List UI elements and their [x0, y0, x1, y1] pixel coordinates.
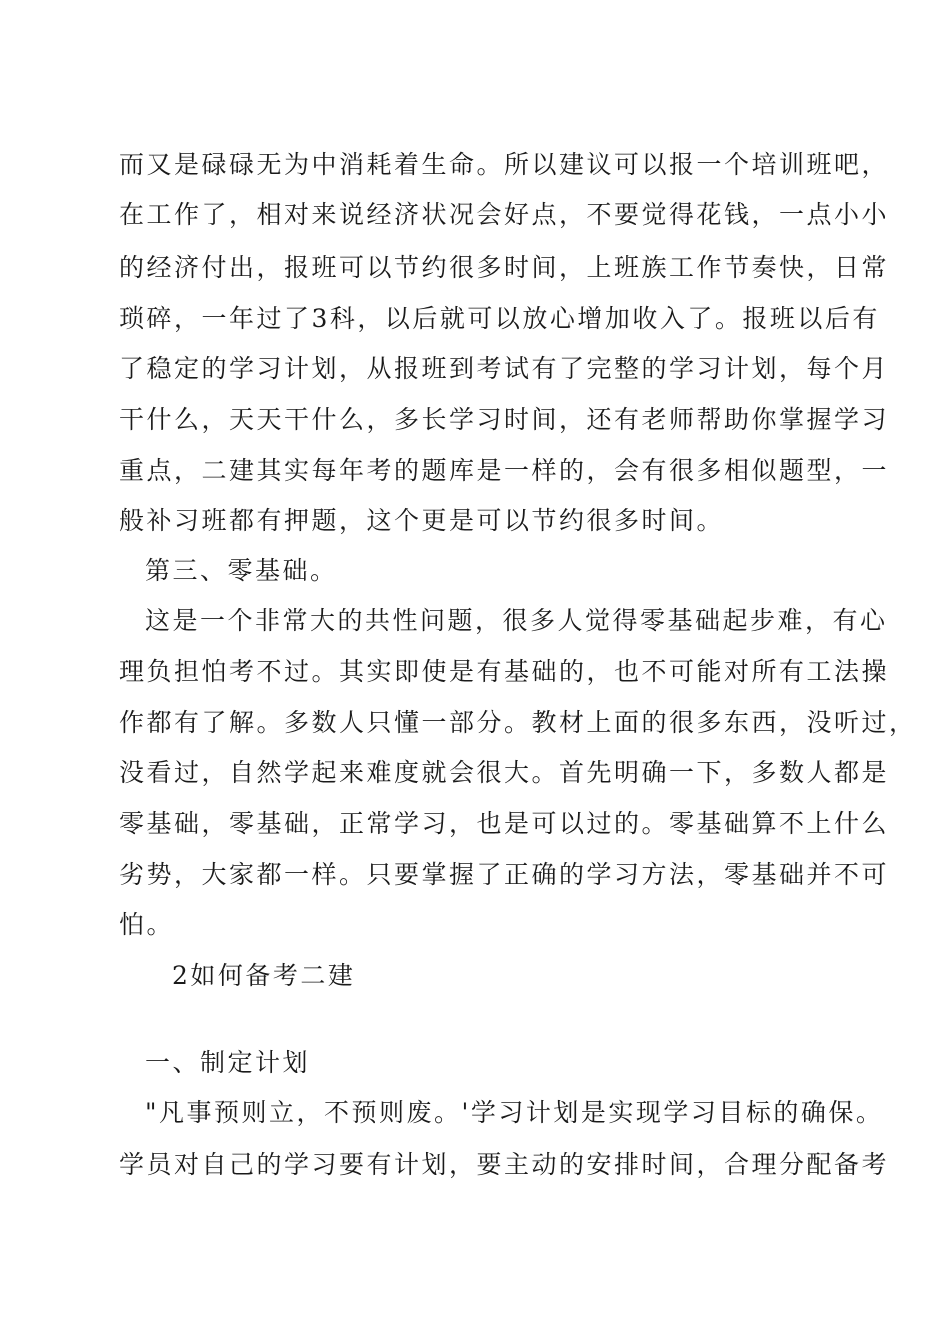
body-line: 劣势，大家都一样。只要掌握了正确的学习方法，零基础并不可 — [119, 860, 890, 889]
body-line: 干什么，天天干什么，多长学习时间，还有老师帮助你掌握学习 — [119, 405, 890, 434]
body-line: 琐碎，一年过了3科，以后就可以放心增加收入了。报班以后有 — [119, 304, 880, 333]
body-line: 了稳定的学习计划，从报班到考试有了完整的学习计划，每个月 — [119, 354, 890, 383]
body-line: 作都有了解。多数人只懂一部分。教材上面的很多东西，没听过， — [119, 708, 917, 737]
body-line: 理负担怕考不过。其实即使是有基础的，也不可能对所有工法操 — [119, 657, 890, 686]
body-line: 零基础，零基础，正常学习，也是可以过的。零基础算不上什么 — [119, 809, 890, 838]
body-line: 般补习班都有押题，这个更是可以节约很多时间。 — [119, 506, 725, 535]
body-line: 怕。 — [119, 910, 175, 939]
body-line: 而又是碌碌无为中消耗着生命。所以建议可以报一个培训班吧， — [119, 150, 890, 179]
body-line: 学员对自己的学习要有计划，要主动的安排时间，合理分配备考 — [119, 1150, 890, 1179]
body-line: 这是一个非常大的共性问题，很多人觉得零基础起步难，有心 — [145, 606, 888, 635]
section-heading: 第三、零基础。 — [145, 556, 338, 585]
body-line: 在工作了，相对来说经济状况会好点，不要觉得花钱，一点小小 — [119, 200, 890, 229]
body-line: 重点，二建其实每年考的题库是一样的，会有很多相似题型，一 — [119, 456, 890, 485]
body-line: "凡事预则立，不预则废。'学习计划是实现学习目标的确保。 — [145, 1098, 884, 1127]
section-heading: 一、制定计划 — [145, 1048, 311, 1077]
body-line: 没看过，自然学起来难度就会很大。首先明确一下，多数人都是 — [119, 758, 890, 787]
body-line: 的经济付出，报班可以节约很多时间，上班族工作节奏快，日常 — [119, 253, 890, 282]
chapter-heading: 2如何备考二建 — [172, 961, 356, 990]
